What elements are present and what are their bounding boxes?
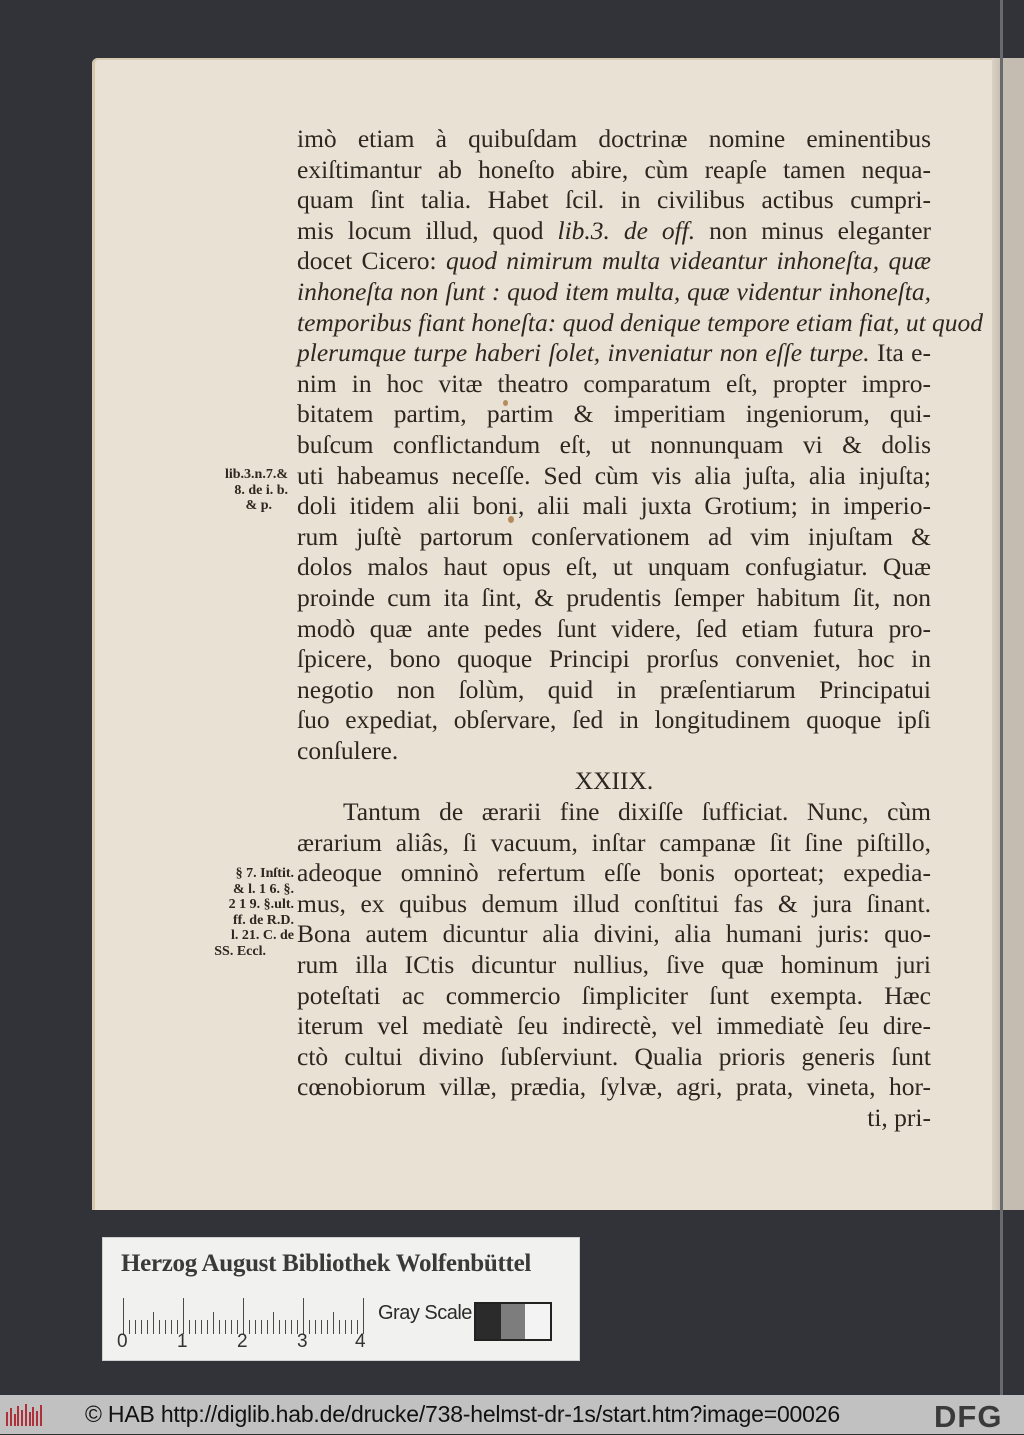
- text-line: ctò cultui divino ſubſerviunt. Qualia prioris generis ſunt: [297, 1041, 931, 1071]
- text-segment: Ita e-: [876, 338, 931, 368]
- margin-note-line: § 7. Inſtit.: [235, 866, 294, 881]
- dfg-logo: DFG: [934, 1399, 1003, 1434]
- ruler-label: 1: [177, 1331, 188, 1352]
- ruler-label: 3: [297, 1331, 308, 1352]
- text-line: mus, ex quibus demum illud conſtitui fas & jura ſinant.: [297, 888, 931, 918]
- margin-note-line: 2 1 9. §.ult.: [228, 897, 294, 912]
- text-line: imò etiam à quibuſdam doctrinæ nomine eminentibus: [297, 124, 931, 153]
- text-line: modò quæ ante pedes ſunt videre, ſed etiam futura pro-: [297, 613, 931, 643]
- margin-note-line: ff. de R.D.: [232, 912, 294, 928]
- text-line: ſuo expediat, obſervare, ſed in longitudinem quoque ipſi: [297, 705, 931, 735]
- catchword: ti, pri-: [867, 1103, 931, 1132]
- text-line: [297, 338, 931, 369]
- text-line: exiſtimantur ab honeſto abire, cùm reapſe tamen nequa-: [297, 154, 931, 184]
- citation: lib.3. de off.: [557, 215, 696, 245]
- quotation-line: inhoneſta non ſunt : quod item multa, quæ videntur inhoneſta,: [297, 276, 931, 306]
- text-line: negotio non ſolùm, quid in præſentiarum Principatui: [297, 674, 931, 704]
- text-line: uti habeamus neceſſe. Sed cùm vis alia juſta, alia injuſta;: [297, 460, 931, 490]
- text-line: Tantum de ærarii fine dixiſſe ſufficiat. Nunc, cùm: [343, 797, 931, 827]
- text-line: proinde cum ita ſint, & prudentis ſemper habitum ſit, non: [297, 582, 931, 612]
- margin-note-line: SS. Eccl.: [214, 943, 266, 959]
- measurement-ruler: [123, 1298, 363, 1334]
- swatch-mid: [501, 1304, 526, 1339]
- text-line: nim in hoc vitæ theatro comparatum eſt, propter impro-: [297, 368, 931, 398]
- margin-note-line: lib.3.n.7.&: [224, 467, 288, 482]
- margin-note-line: l. 21. C. de: [231, 928, 294, 943]
- text-line: [297, 246, 931, 277]
- text-segment: non minus eleganter: [709, 215, 932, 245]
- text-line: doli itidem alii boni, alii mali juxta Grotium; in imperio-: [297, 491, 931, 521]
- swatch-dark: [476, 1304, 501, 1339]
- text-line: iterum vel mediatè ſeu indirectè, vel immediatè ſeu dire-: [297, 1011, 931, 1041]
- margin-note-2: [190, 866, 294, 959]
- text-line: buſcum conflictandum eſt, ut nonnunquam vi & dolis: [297, 429, 931, 459]
- text-line: quam ſint talia. Habet ſcil. in civilibus actibus cumpri-: [297, 185, 931, 215]
- footer-bar: [0, 1395, 1024, 1434]
- text-line: Bona autem dicuntur alia divini, alia humani juris: quo-: [297, 919, 931, 949]
- text-line: rum juſtè partorum conſervationem ad vim injuſtam &: [297, 521, 931, 551]
- text-line: cœnobiorum villæ, prædia, ſylvæ, agri, prata, vineta, hor-: [297, 1072, 931, 1102]
- swatch-light: [525, 1304, 550, 1339]
- text-segment: mis locum illud, quod: [297, 215, 544, 245]
- next-page-edge: [1003, 58, 1024, 1210]
- quotation: quod nimirum multa videantur inhoneſta, quæ: [445, 246, 931, 276]
- text-line: rum illa ICtis dicuntur nullius, ſive quæ hominum juri: [297, 950, 931, 980]
- margin-note-line: 8. de i. b.: [234, 482, 288, 498]
- gray-scale-label: Gray Scale: [378, 1302, 472, 1324]
- quotation-line: temporibus fiant honeſta: quod denique tempore etiam fiat, ut quod: [297, 307, 984, 337]
- ruler-label: 0: [117, 1331, 128, 1352]
- margin-note-line: & l. 1 6. §.: [232, 881, 294, 897]
- margin-note-line: & p.: [245, 498, 272, 513]
- text-line: bitatem partim, partim & imperitiam ingeniorum, qui-: [297, 399, 931, 429]
- text-line: conſulere.: [297, 735, 399, 765]
- gray-scale-swatch: [474, 1302, 552, 1341]
- quotation: plerumque turpe haberi ſolet, inveniatur non eſſe turpe.: [297, 338, 870, 368]
- library-color-card: [102, 1237, 580, 1361]
- page-text: [297, 124, 984, 1134]
- margin-note-1: [192, 467, 288, 514]
- text-line: dolos malos haut opus eſt, ut unquam confugiatur. Quæ: [297, 552, 931, 582]
- text-line: adeoque omninò refertum eſſe bonis oporteat; expedia-: [297, 858, 931, 888]
- text-line: [297, 216, 931, 247]
- hab-barcode-logo-icon: [6, 1404, 44, 1426]
- text-line: ærarium aliâs, ſi vacuum, inſtar campanæ ſit ſine piſtillo,: [297, 827, 931, 857]
- ruler-label: 2: [237, 1331, 248, 1352]
- ruler-label: 4: [355, 1331, 366, 1352]
- library-name: Herzog August Bibliothek Wolfenbüttel: [121, 1250, 532, 1277]
- copyright-url[interactable]: © HAB http://diglib.hab.de/drucke/738-helmst-dr-1s/start.htm?image=00026: [85, 1401, 840, 1427]
- text-line: ſpicere, bono quoque Principi prorſus conveniet, hoc in: [297, 644, 931, 674]
- section-heading: XXIIX.: [574, 766, 654, 796]
- text-segment: docet Cicero:: [297, 246, 437, 276]
- text-line: poteſtati ac commercio ſimpliciter ſunt exempta. Hæc: [297, 980, 931, 1010]
